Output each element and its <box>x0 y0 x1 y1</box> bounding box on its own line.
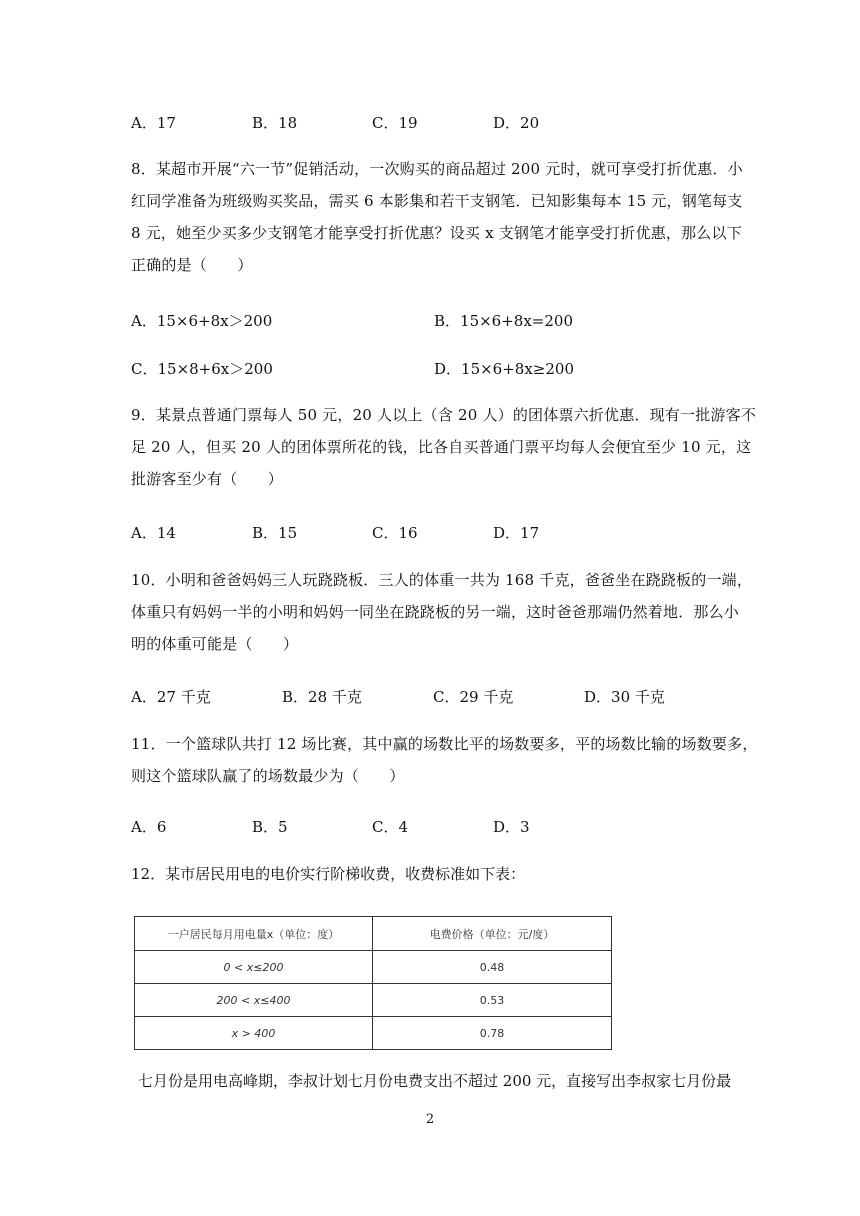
q8-option-c: C．15×8+6x＞200 <box>131 360 273 378</box>
table-cell-usage: 200 < x≤400 <box>135 984 373 1017</box>
q9-option-b: B．15 <box>252 524 298 542</box>
q7-option-c: C．19 <box>372 114 418 132</box>
q10-line-3: 明的体重可能是（ ） <box>131 635 299 653</box>
q9-line-3: 批游客至少有（ ） <box>131 470 284 488</box>
q7-option-a: A．17 <box>131 114 176 132</box>
q8-line-2: 红同学准备为班级购买奖品，需买 6 本影集和若干支钢笔．已知影集每本 15 元，钢笔每支 <box>131 192 743 210</box>
table-row <box>135 984 612 1017</box>
table-row <box>135 951 612 984</box>
q10-line-1: 10．小明和爸爸妈妈三人玩跷跷板．三人的体重一共为 168 千克，爸爸坐在跷跷板的一端， <box>131 571 753 589</box>
q8-option-b: B．15×6+8x=200 <box>434 312 573 330</box>
q8-line-4: 正确的是（ ） <box>131 256 253 274</box>
q11-line-2: 则这个篮球队赢了的场数最少为（ ） <box>131 767 405 785</box>
q10-line-2: 体重只有妈妈一半的小明和妈妈一同坐在跷跷板的另一端，这时爸爸那端仍然着地．那么小 <box>131 603 740 621</box>
q11-stem <box>131 734 758 798</box>
q8-option-d: D．15×6+8x≥200 <box>434 360 574 378</box>
q10-option-d: D．30 千克 <box>584 688 665 706</box>
table-cell-usage: 0 < x≤200 <box>135 951 373 984</box>
table-cell-usage: x > 400 <box>135 1017 373 1050</box>
q10-option-a: A．27 千克 <box>131 688 211 706</box>
q8-stem <box>131 159 743 287</box>
q12-intro: 12．某市居民用电的电价实行阶梯收费，收费标准如下表： <box>131 865 526 883</box>
page-number: 2 <box>425 1112 435 1127</box>
table-row <box>135 1017 612 1050</box>
q11-option-c: C．4 <box>372 818 409 836</box>
q10-option-b: B．28 千克 <box>282 688 362 706</box>
table-header-price: 电费价格（单位：元/度） <box>373 917 612 951</box>
table-cell-price: 0.78 <box>373 1017 612 1050</box>
q8-option-a: A．15×6+8x＞200 <box>131 312 273 330</box>
q9-line-1: 9．某景点普通门票每人 50 元，20 人以上（含 20 人）的团体票六折优惠．现有一批游客不 <box>131 406 757 424</box>
table-header-row <box>135 917 612 951</box>
table-cell-price: 0.53 <box>373 984 612 1017</box>
table-cell-price: 0.48 <box>373 951 612 984</box>
q10-stem <box>131 570 753 666</box>
q11-line-1: 11．一个篮球队共打 12 场比赛，其中赢的场数比平的场数要多，平的场数比输的场数要多， <box>131 735 758 753</box>
q7-option-d: D．20 <box>493 114 540 132</box>
q9-option-d: D．17 <box>493 524 540 542</box>
q12-followup: 七月份是用电高峰期，李叔计划七月份电费支出不超过 200 元，直接写出李叔家七月份最 <box>138 1072 732 1090</box>
q11-option-a: A．6 <box>131 818 167 836</box>
q10-option-c: C．29 千克 <box>433 688 514 706</box>
q9-line-2: 足 20 人，但买 20 人的团体票所花的钱，比各自买普通门票平均每人会便宜至少 10 元，这 <box>131 438 752 456</box>
q7-option-b: B．18 <box>252 114 298 132</box>
q9-stem <box>131 405 757 501</box>
table-header-usage: 一户居民每月用电量x（单位：度） <box>135 917 373 951</box>
q11-option-b: B．5 <box>252 818 288 836</box>
q8-line-3: 8 元，她至少买多少支钢笔才能享受打折优惠？设买 x 支钢笔才能享受打折优惠，那么以下 <box>131 224 742 242</box>
q9-option-a: A．14 <box>131 524 176 542</box>
q11-option-d: D．3 <box>493 818 530 836</box>
q8-line-1: 8．某超市开展“六一节”促销活动，一次购买的商品超过 200 元时，就可享受打折优惠．小 <box>131 160 743 178</box>
q9-option-c: C．16 <box>372 524 418 542</box>
electricity-fee-table <box>134 916 612 1050</box>
